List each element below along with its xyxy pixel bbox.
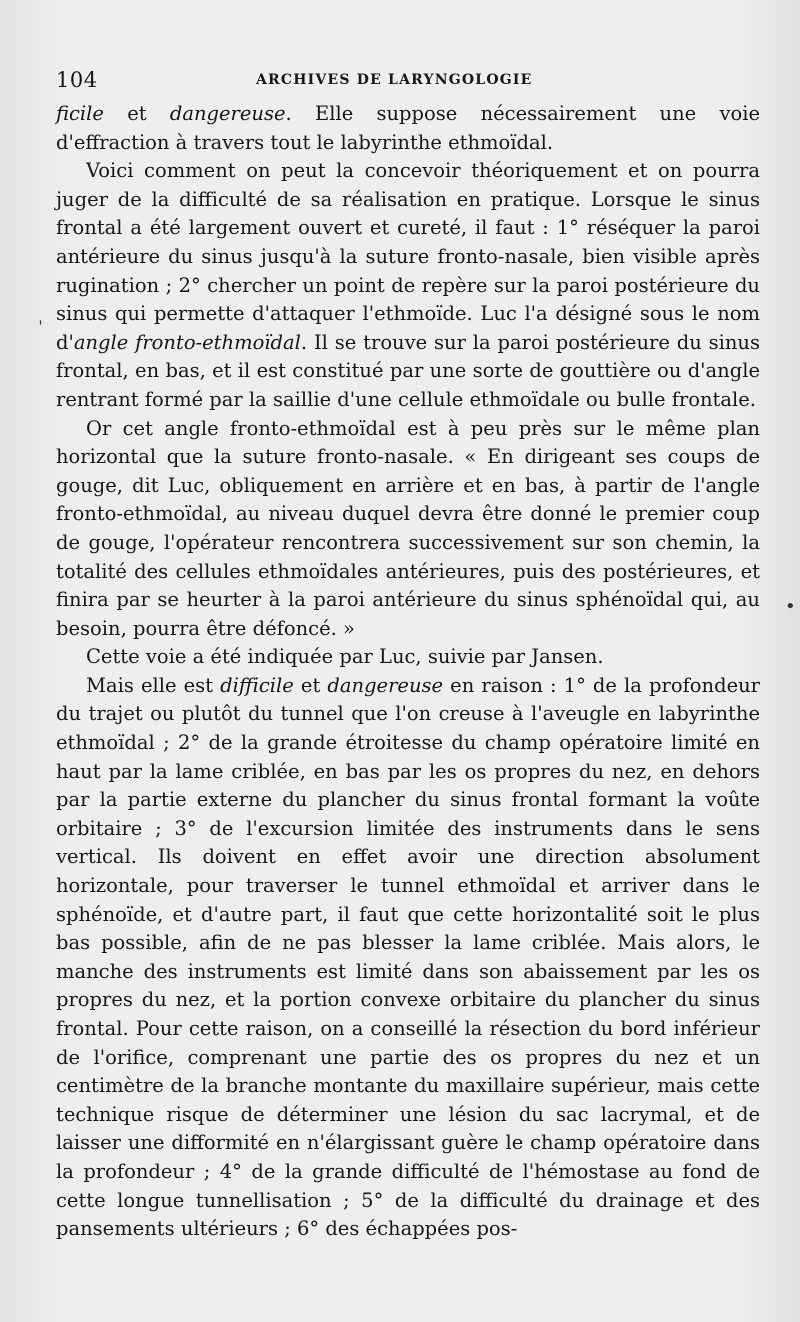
running-title: ARCHIVES DE LARYNGOLOGIE [256, 72, 533, 88]
paragraph [56, 100, 760, 157]
text-run: et [293, 673, 328, 697]
paragraph [56, 643, 760, 672]
italic-run: dangereuse [169, 102, 286, 125]
page-header [56, 62, 760, 100]
text-run: Mais elle est [86, 673, 221, 697]
paragraph [56, 415, 760, 644]
italic-run: angle fronto-ethmoïdal [73, 330, 301, 354]
text-run: Voici comment on peut la concevoir théoriquement et on pourra juger de la difficulté de sa réalisation en pratique. Lorsque le sinus frontal a été largement ouvert et cureté, il faut : 1° réséquer la paroi antérieure du sinus jusqu'à la suture fronto-nasale, bien visible après rugination ; 2° chercher un point de repère sur la paroi postérieure du sinus qui permette d'attaquer l'ethmoïde. Luc l'a désigné sous le nom d' [56, 159, 760, 354]
text-run: en raison : 1° de la profondeur du trajet ou plutôt du tunnel que l'on creuse à l'aveugle en labyrinthe ethmoïdal ; 2° de la grande étroitesse du champ opératoire limité en haut par la lame criblée, en bas par les os propres du nez, en dehors par la partie externe du plancher du sinus frontal formant la voûte orbitaire ; 3° de l'excursion limitée des instruments dans le sens vertical. Ils doivent en effet avoir une direction absolument horizontale, pour traverser le tunnel ethmoïdal et arriver dans le sphénoïde, et d'autre part, il faut que cette horizontalité soit le plus bas possible, afin de ne pas blesser la lame criblée. Mais alors, le manche des instruments est limité dans son abaissement par les os propres du nez, et la portion convexe orbitaire du plancher du sinus frontal. Pour cette raison, on a conseillé la résection du bord inférieur de l'orifice, comprenant une partie des os propres du nez et un centimètre de la branche montante du maxillaire supérieur, mais cette technique risque de déterminer une lésion du sac lacrymal, et de laisser une difformité en n'élargissant guère le champ opératoire dans la profondeur ; 4° de la grande difficulté de l'hémostase au fond de cette longue tunnellisation ; 5° de la difficulté du drainage et des pansements ultérieurs ; 6° des échappées pos- [56, 673, 760, 1241]
italic-run: ficile [56, 102, 104, 125]
body-text [56, 100, 760, 1244]
text-run: . Il se trouve sur la paroi postérieure du sinus frontal, en bas, et il est constitué par une sorte de gouttière ou d'angle rentrant formé par la saillie d'une cellule ethmoïdale ou bulle frontale. [56, 330, 760, 411]
italic-run: dangereuse [327, 673, 444, 697]
text-run: Cette voie a été indiquée par Luc, suivie par Jansen. [86, 645, 604, 669]
italic-run: difficile [220, 673, 294, 697]
text-run: . Elle suppose nécessairement une voie d'effraction à travers tout le labyrinthe ethmoïdal. [56, 102, 761, 154]
page-number: 104 [56, 68, 98, 92]
margin-tick-mark: ˈ [38, 318, 43, 339]
margin-dot-mark: • [785, 596, 796, 617]
text-run: Or cet angle fronto-ethmoïdal est à peu près sur le même plan horizontal que la suture fronto-nasale. « En dirigeant ses coups de gouge, dit Luc, obliquement en arrière et en bas, à partir de l'angle fronto-ethmoïdal, au niveau duquel devra être donné le premier coup de gouge, l'opérateur rencontrera successivement sur son chemin, la totalité des cellules ethmoïdales antérieures, puis des postérieures, et finira par se heurter à la paroi antérieure du sinus sphénoïdal qui, au besoin, pourra être défoncé. » [56, 416, 760, 640]
text-run: et [103, 102, 170, 125]
paragraph [56, 157, 760, 414]
paragraph [56, 672, 760, 1244]
